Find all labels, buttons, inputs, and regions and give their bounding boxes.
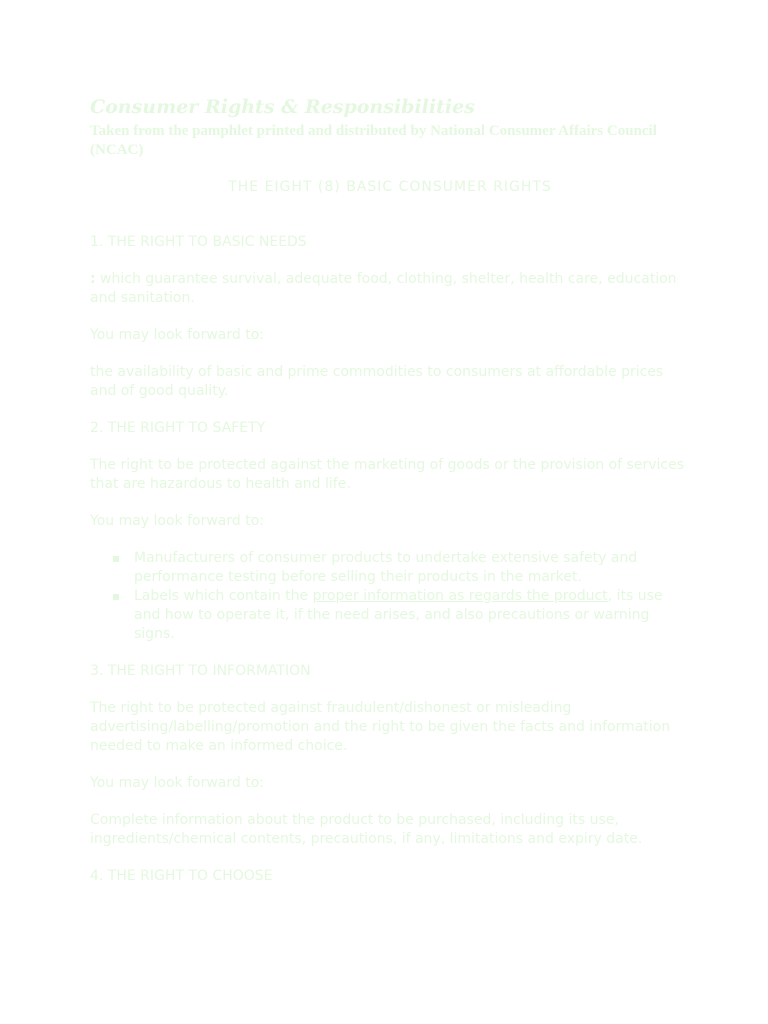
section-2-heading: 2. THE RIGHT TO SAFETY <box>90 420 266 436</box>
proper-information-link[interactable]: proper information as regards the product <box>312 588 608 604</box>
section-2-bullet-2-post: , its use and how to operate it, if the need arises, and also precautions or warning signs. <box>134 588 663 642</box>
document-title: Consumer Rights & Responsibilities <box>90 96 475 118</box>
section-1-text <box>90 270 690 308</box>
section-2-bullet-2 <box>134 587 690 644</box>
section-2-bullet-1: ▪ Manufacturers of consumer products to undertake extensive safety and performance testing before selling their products in the market. <box>134 549 690 587</box>
section-2-bullet-2-pre: Labels which contain the <box>134 588 313 604</box>
section-2-text: The right to be protected against the marketing of goods or the provision of services that are hazardous to health and life. <box>90 457 685 492</box>
section-3-detail: Complete information about the product to be purchased, including its use, ingredients/chemical contents, precautions, if any, limitations and expiry date. <box>90 812 643 847</box>
section-1-look-forward: You may look forward to: <box>90 327 265 343</box>
section-1-lead-mark: : <box>90 271 96 287</box>
section-1-heading: 1. THE RIGHT TO BASIC NEEDS <box>90 234 307 250</box>
document-page <box>90 94 690 886</box>
section-1-detail: the availability of basic and prime commodities to consumers at affordable prices and of good quality. <box>90 364 664 399</box>
section-3-text: The right to be protected against fraudulent/dishonest or misleading advertising/labelling/promotion and the right to be given the facts and information needed to make an informed choice. <box>90 700 671 754</box>
document-subtitle: Taken from the pamphlet printed and distributed by National Consumer Affairs Council (NCAC) <box>90 123 657 158</box>
section-4-heading: 4. THE RIGHT TO CHOOSE <box>90 868 273 884</box>
section-2-look-forward: You may look forward to: <box>90 513 265 529</box>
main-heading: THE EIGHT (8) BASIC CONSUMER RIGHTS <box>228 179 552 195</box>
section-3-look-forward: You may look forward to: <box>90 775 265 791</box>
section-2-bullet-list <box>90 549 690 644</box>
section-1-text-body: which guarantee survival, adequate food, clothing, shelter, health care, education and sanitation. <box>90 271 677 306</box>
section-3-heading: 3. THE RIGHT TO INFORMATION <box>90 663 311 679</box>
